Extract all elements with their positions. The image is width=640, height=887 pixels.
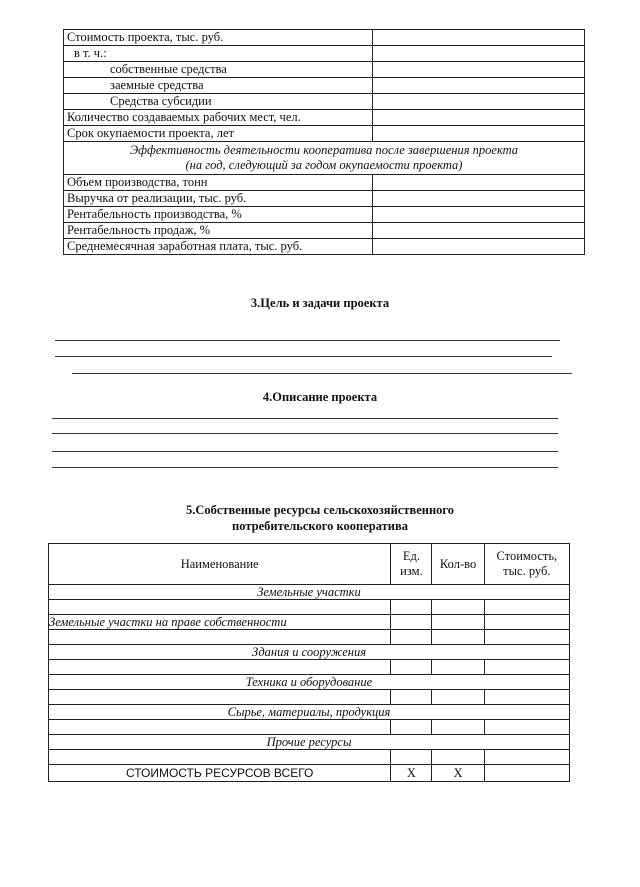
table-row: [64, 191, 585, 207]
name-cell[interactable]: [49, 720, 391, 735]
row-label: собственные средства: [64, 62, 373, 78]
qty-cell[interactable]: [432, 660, 484, 675]
table-row: [64, 239, 585, 255]
qty-cell[interactable]: [432, 750, 484, 765]
qty-cell[interactable]: [432, 600, 484, 615]
qty-cell[interactable]: [432, 690, 484, 705]
value-cell[interactable]: [372, 110, 584, 126]
value-cell[interactable]: [372, 175, 584, 191]
category-row: [49, 675, 570, 690]
fill-line[interactable]: [52, 433, 558, 434]
row-label: Выручка от реализации, тыс. руб.: [64, 191, 373, 207]
unit-cell[interactable]: [391, 615, 432, 630]
efficiency-subtitle: (на год, следующий за годом окупаемости проекта): [185, 158, 463, 172]
cost-cell[interactable]: [484, 660, 569, 675]
value-cell[interactable]: [372, 191, 584, 207]
table-row: [64, 126, 585, 142]
header-unit-line2: изм.: [400, 564, 423, 578]
row-label: Среднемесячная заработная плата, тыс. руб.: [64, 239, 373, 255]
fill-line[interactable]: [55, 356, 552, 357]
cost-cell[interactable]: [484, 630, 569, 645]
header-qty: Кол-во: [432, 544, 484, 585]
name-cell[interactable]: [49, 690, 391, 705]
value-cell[interactable]: [372, 94, 584, 110]
table-row: [49, 615, 570, 630]
row-label: Рентабельность производства, %: [64, 207, 373, 223]
qty-cell[interactable]: [432, 720, 484, 735]
efficiency-header: [64, 142, 585, 175]
name-cell[interactable]: [49, 660, 391, 675]
fill-line[interactable]: [52, 418, 558, 419]
row-label: Объем производства, тонн: [64, 175, 373, 191]
table-row: [64, 110, 585, 126]
cost-cell[interactable]: [484, 615, 569, 630]
efficiency-header-row: [64, 142, 585, 175]
table-row: [49, 630, 570, 645]
header-cost-line1: Стоимость,: [496, 549, 558, 563]
land-owned-label: Земельные участки на праве собственности: [49, 615, 391, 630]
row-label: заемные средства: [64, 78, 373, 94]
value-cell[interactable]: [372, 30, 584, 46]
category-equipment: Техника и оборудование: [49, 675, 570, 690]
category-land: Земельные участки: [49, 585, 570, 600]
value-cell[interactable]: [372, 126, 584, 142]
header-cost-line2: тыс. руб.: [503, 564, 551, 578]
category-row: [49, 705, 570, 720]
category-buildings: Здания и сооружения: [49, 645, 570, 660]
category-row: [49, 735, 570, 750]
row-label: Срок окупаемости проекта, лет: [64, 126, 373, 142]
category-other: Прочие ресурсы: [49, 735, 570, 750]
section-5-title-line2: потребительского кооператива: [232, 519, 408, 533]
value-cell[interactable]: [372, 62, 584, 78]
fill-line[interactable]: [72, 373, 572, 374]
value-cell[interactable]: [372, 46, 584, 62]
category-row: [49, 645, 570, 660]
table-row: [64, 94, 585, 110]
value-cell[interactable]: [372, 207, 584, 223]
name-cell[interactable]: [49, 600, 391, 615]
section-5-title: [0, 502, 640, 534]
table-row: [64, 223, 585, 239]
table-row: [49, 750, 570, 765]
header-name: Наименование: [49, 544, 391, 585]
unit-cell[interactable]: [391, 660, 432, 675]
table-row: [49, 690, 570, 705]
value-cell[interactable]: [372, 239, 584, 255]
section-3-title: 3.Цель и задачи проекта: [250, 296, 390, 310]
row-label: Количество создаваемых рабочих мест, чел.: [64, 110, 373, 126]
table-row: [64, 78, 585, 94]
total-unit: Х: [391, 765, 432, 782]
total-label: СТОИМОСТЬ РЕСУРСОВ ВСЕГО: [49, 765, 391, 782]
fill-line[interactable]: [52, 451, 558, 452]
fill-line[interactable]: [55, 340, 560, 341]
header-unit: [391, 544, 432, 585]
section-4-title: 4.Описание проекта: [262, 390, 378, 404]
qty-cell[interactable]: [432, 630, 484, 645]
value-cell[interactable]: [372, 78, 584, 94]
table-row: [49, 660, 570, 675]
total-qty: Х: [432, 765, 484, 782]
cost-cell[interactable]: [484, 720, 569, 735]
unit-cell[interactable]: [391, 690, 432, 705]
name-cell[interactable]: [49, 630, 391, 645]
header-cost: [484, 544, 569, 585]
value-cell[interactable]: [372, 223, 584, 239]
row-label: Рентабельность продаж, %: [64, 223, 373, 239]
section-5-title-line1: 5.Собственные ресурсы сельскохозяйственного: [185, 503, 455, 517]
table-row: [64, 207, 585, 223]
efficiency-title: Эффективность деятельности кооператива после завершения проекта: [129, 143, 519, 157]
table-row: [64, 62, 585, 78]
total-row: [49, 765, 570, 782]
table-row: [64, 175, 585, 191]
table-header-row: [49, 544, 570, 585]
cost-cell[interactable]: [484, 690, 569, 705]
category-row: [49, 585, 570, 600]
unit-cell[interactable]: [391, 630, 432, 645]
fill-line[interactable]: [52, 467, 558, 468]
project-indicators-table: [63, 29, 585, 255]
header-unit-line1: Ед.: [402, 549, 420, 563]
cost-cell[interactable]: [484, 600, 569, 615]
own-resources-table: [48, 543, 570, 782]
row-label: в т. ч.:: [64, 46, 373, 62]
name-cell[interactable]: [49, 750, 391, 765]
qty-cell[interactable]: [432, 615, 484, 630]
unit-cell[interactable]: [391, 750, 432, 765]
table-row: [49, 720, 570, 735]
unit-cell[interactable]: [391, 720, 432, 735]
unit-cell[interactable]: [391, 600, 432, 615]
total-cost-cell[interactable]: [484, 765, 569, 782]
table-row: [64, 46, 585, 62]
row-label: Стоимость проекта, тыс. руб.: [64, 30, 373, 46]
cost-cell[interactable]: [484, 750, 569, 765]
row-label: Средства субсидии: [64, 94, 373, 110]
category-materials: Сырье, материалы, продукция: [49, 705, 570, 720]
table-row: [49, 600, 570, 615]
table-row: [64, 30, 585, 46]
